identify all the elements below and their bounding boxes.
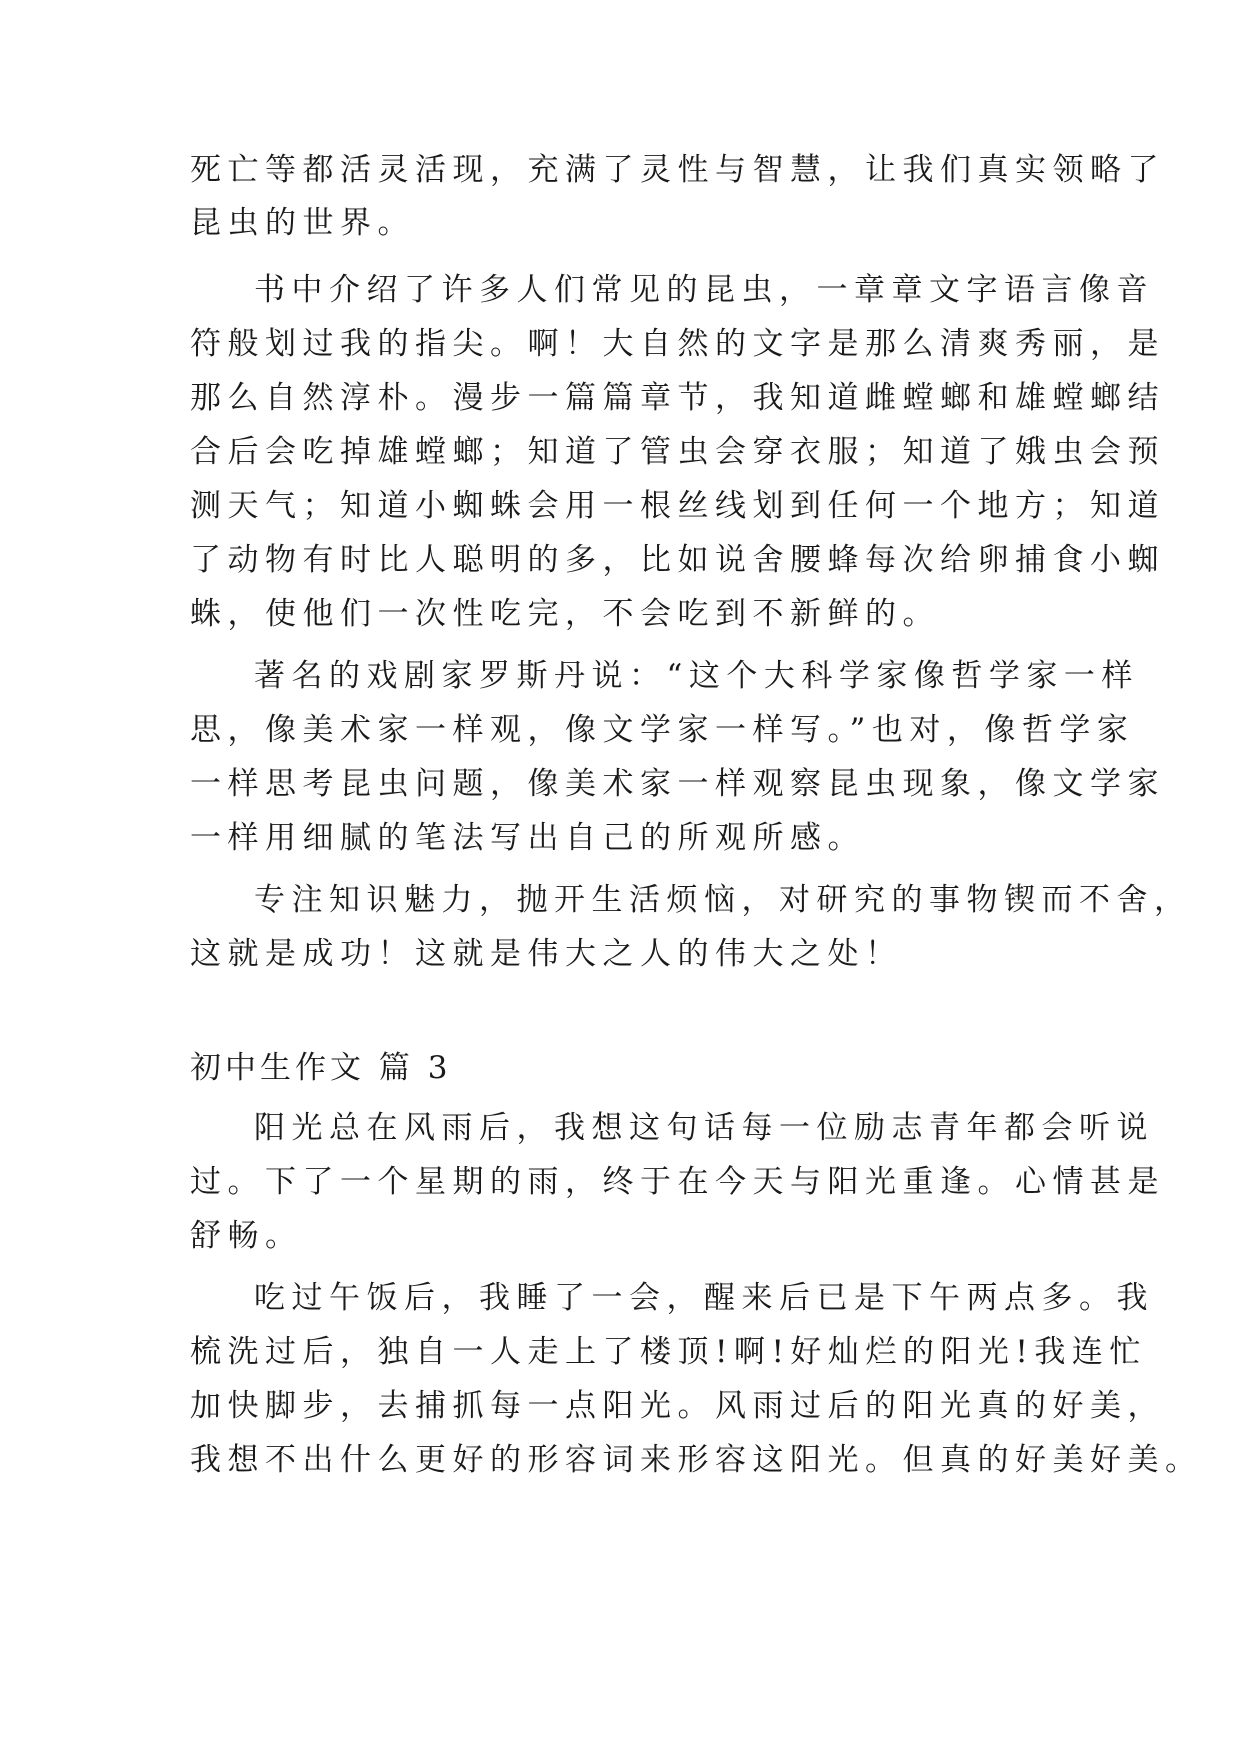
paragraph-2-line-3: 那么自然淳朴。漫步一篇篇章节，我知道雌螳螂和雄螳螂结 (190, 380, 1165, 416)
paragraph-2-line-1: 书中介绍了许多人们常见的昆虫，一章章文字语言像音 (254, 272, 1154, 308)
paragraph-6-line-4: 我想不出什么更好的形容词来形容这阳光。但真的好美好美。 (190, 1442, 1203, 1478)
paragraph-4-line-1: 专注知识魅力，抛开生活烦恼，对研究的事物锲而不舍， (254, 882, 1192, 918)
paragraph-6-line-3: 加快脚步，去捕抓每一点阳光。风雨过后的阳光真的好美， (190, 1388, 1165, 1424)
paragraph-6-line-2: 梳洗过后，独自一人走上了楼顶!啊!好灿烂的阳光!我连忙 (190, 1334, 1147, 1370)
section-heading: 初中生作文 篇 3 (190, 1050, 452, 1086)
paragraph-4-line-2: 这就是成功！这就是伟大之人的伟大之处！ (190, 936, 903, 972)
paragraph-3-line-4: 一样用细腻的笔法写出自己的所观所感。 (190, 820, 865, 856)
paragraph-2-line-4: 合后会吃掉雄螳螂；知道了管虫会穿衣服；知道了娥虫会预 (190, 434, 1165, 470)
paragraph-5-line-3: 舒畅。 (190, 1218, 303, 1254)
paragraph-5-line-1: 阳光总在风雨后，我想这句话每一位励志青年都会听说 (254, 1110, 1154, 1146)
paragraph-1-line-2: 昆虫的世界。 (190, 205, 415, 241)
document-page (190, 150, 1203, 1650)
paragraph-2-line-7: 蛛，使他们一次性吃完，不会吃到不新鲜的。 (190, 596, 940, 632)
paragraph-3-line-3: 一样思考昆虫问题，像美术家一样观察昆虫现象，像文学家 (190, 766, 1165, 802)
paragraph-5-line-2: 过。下了一个星期的雨，终于在今天与阳光重逢。心情甚是 (190, 1164, 1165, 1200)
paragraph-1-line-1: 死亡等都活灵活现，充满了灵性与智慧，让我们真实领略了 (190, 152, 1165, 188)
paragraph-6-line-1: 吃过午饭后，我睡了一会，醒来后已是下午两点多。我 (254, 1280, 1154, 1316)
paragraph-2-line-2: 符般划过我的指尖。啊！大自然的文字是那么清爽秀丽，是 (190, 326, 1165, 362)
paragraph-2-line-6: 了动物有时比人聪明的多，比如说舍腰蜂每次给卵捕食小蜘 (190, 542, 1165, 578)
paragraph-3-line-2: 思，像美术家一样观，像文学家一样写。”也对，像哲学家 (190, 712, 1135, 748)
paragraph-2-line-5: 测天气；知道小蜘蛛会用一根丝线划到任何一个地方；知道 (190, 488, 1165, 524)
paragraph-3-line-1: 著名的戏剧家罗斯丹说：“这个大科学家像哲学家一样 (254, 658, 1139, 694)
